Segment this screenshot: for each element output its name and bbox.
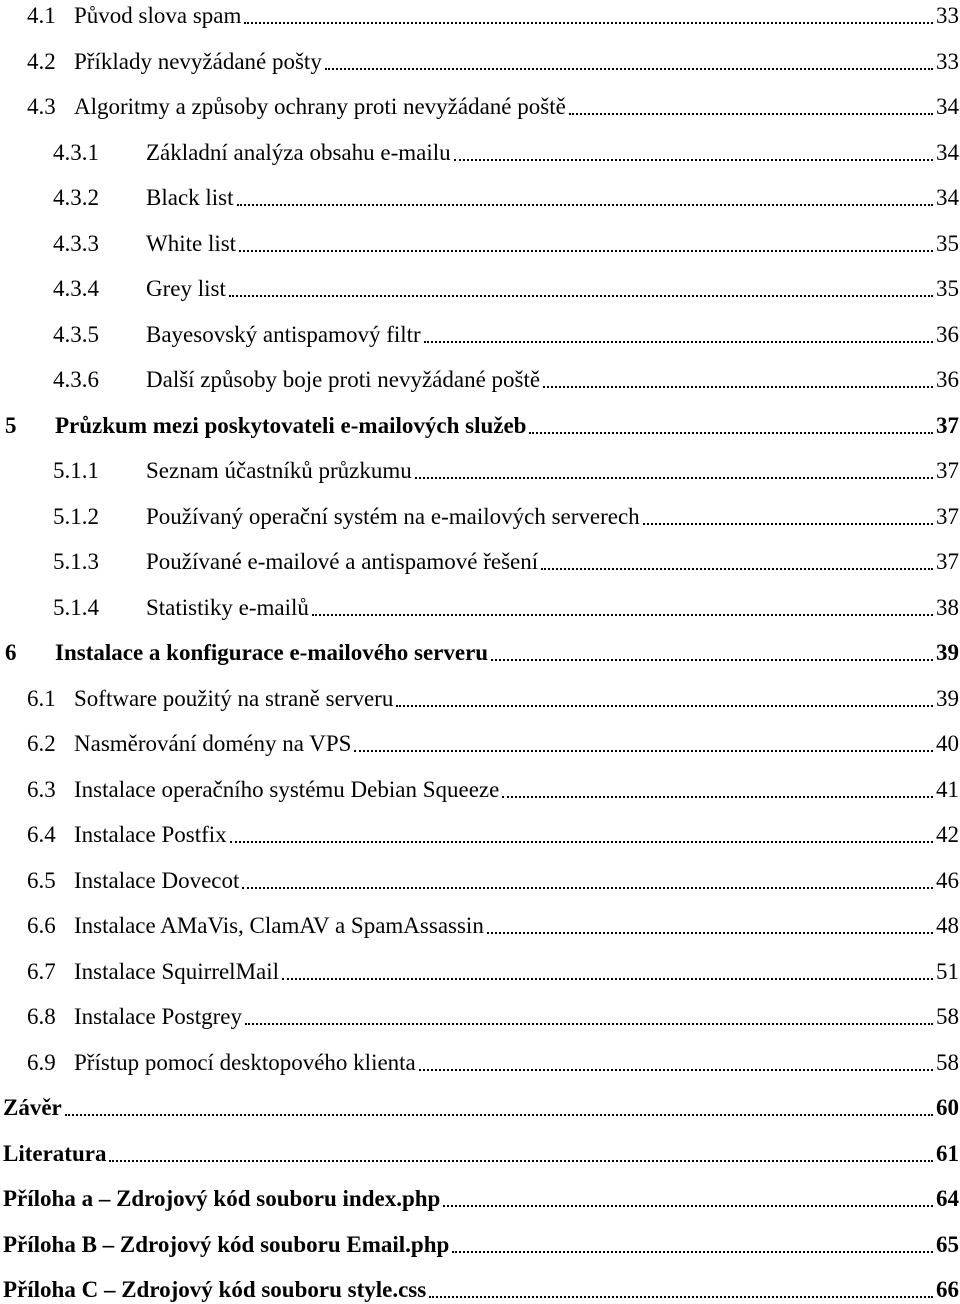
- toc-entry-title: Instalace operačního systému Debian Squeeze: [74, 776, 500, 802]
- toc-entry[interactable]: [53, 176, 959, 212]
- toc-entry[interactable]: [27, 950, 959, 986]
- toc-entry[interactable]: [27, 40, 959, 76]
- toc-entry[interactable]: [27, 722, 959, 758]
- toc-entry-number: 6.1: [27, 685, 56, 711]
- dot-leader: [65, 1114, 933, 1116]
- dot-leader: [452, 1251, 933, 1253]
- toc-entry-title: Instalace Dovecot: [74, 867, 240, 893]
- toc-entry-page-number: 36: [936, 321, 959, 347]
- toc-entry-page-number: 58: [936, 1004, 959, 1029]
- toc-entry-title: Seznam účastníků průzkumu: [146, 458, 412, 483]
- toc-entry[interactable]: [27, 904, 959, 940]
- dot-leader: [429, 1296, 933, 1298]
- toc-entry-number: 4.1: [27, 3, 56, 28]
- toc-entry-title: Příloha B – Zdrojový kód souboru Email.php: [3, 1231, 450, 1257]
- toc-entry-number: 4.3.4: [53, 276, 99, 301]
- toc-entry[interactable]: [53, 449, 959, 485]
- toc-entry-title: Příklady nevyžádané pošty: [74, 48, 322, 74]
- toc-entry-title: Přístup pomocí desktopového klienta: [74, 1049, 416, 1075]
- toc-entry-page-number: 33: [936, 48, 959, 74]
- toc-entry-title: Grey list: [146, 276, 226, 301]
- toc-entry-page-number: 40: [936, 731, 959, 756]
- toc-entry[interactable]: [53, 222, 959, 258]
- toc-entry-page-number: 33: [936, 3, 959, 28]
- toc-entry[interactable]: [3, 1132, 959, 1168]
- toc-entry-number: 4.3: [27, 94, 56, 119]
- toc-entry-number: 4.3.1: [53, 139, 99, 165]
- toc-entry[interactable]: [53, 267, 959, 303]
- toc-entry-title: Původ slova spam: [74, 3, 242, 28]
- toc-entry-number: 6.8: [27, 1004, 56, 1029]
- dot-leader: [396, 705, 933, 707]
- dot-leader: [415, 477, 933, 479]
- toc-entry-page-number: 60: [936, 1095, 959, 1120]
- toc-entry[interactable]: [53, 495, 959, 531]
- toc-entry-number: 4.3.2: [53, 185, 99, 210]
- dot-leader: [245, 1023, 933, 1025]
- toc-entry-title: Základní analýza obsahu e-mailu: [146, 139, 451, 165]
- toc-entry-title: Instalace a konfigurace e-mailového serveru: [55, 640, 489, 665]
- toc-entry-page-number: 37: [936, 503, 959, 529]
- dot-leader: [312, 614, 933, 616]
- toc-entry-page-number: 37: [936, 458, 959, 483]
- toc-entry-title: Další způsoby boje proti nevyžádané poště: [146, 367, 541, 392]
- toc-entry[interactable]: [5, 404, 959, 440]
- dot-leader: [487, 932, 933, 934]
- toc-entry-number: 4.3.6: [53, 367, 99, 392]
- dot-leader: [230, 841, 933, 843]
- toc-entry[interactable]: [53, 313, 959, 349]
- toc-entry-number: 6.9: [27, 1049, 56, 1075]
- toc-entry-number: 6.4: [27, 822, 56, 847]
- dot-leader: [419, 1069, 933, 1071]
- toc-entry-title: Literatura: [3, 1140, 107, 1166]
- toc-entry[interactable]: [27, 768, 959, 804]
- toc-entry-page-number: 39: [936, 685, 959, 711]
- toc-entry-title: Statistiky e-mailů: [146, 594, 309, 620]
- toc-entry-number: 6: [5, 640, 17, 665]
- toc-entry-title: Instalace AMaVis, ClamAV a SpamAssassin: [74, 913, 484, 938]
- toc-entry-page-number: 58: [936, 1049, 959, 1075]
- toc-entry-number: 6.3: [27, 776, 56, 802]
- dot-leader: [491, 659, 933, 661]
- toc-entry-page-number: 39: [936, 640, 959, 665]
- toc-entry-page-number: 34: [936, 94, 959, 119]
- toc-entry-title: Příloha C – Zdrojový kód souboru style.css: [3, 1277, 427, 1302]
- toc-entry[interactable]: [27, 859, 959, 895]
- toc-entry-number: 5.1.3: [53, 549, 99, 574]
- toc-entry[interactable]: [27, 995, 959, 1031]
- toc-entry-title: Nasměrování domény na VPS: [74, 731, 352, 756]
- toc-entry-page-number: 36: [936, 367, 959, 392]
- toc-entry-title: Software použitý na straně serveru: [74, 685, 394, 711]
- toc-entry-page-number: 41: [936, 776, 959, 802]
- toc-entry-number: 5: [5, 412, 17, 438]
- dot-leader: [239, 250, 933, 252]
- toc-entry-number: 4.2: [27, 48, 56, 74]
- toc-entry-page-number: 38: [936, 594, 959, 620]
- toc-entry-title: Příloha a – Zdrojový kód souboru index.php: [3, 1186, 441, 1211]
- toc-entry[interactable]: [27, 813, 959, 849]
- toc-entry-title: Používaný operační systém na e-mailových serverech: [146, 503, 640, 529]
- toc-entry[interactable]: [3, 1268, 959, 1304]
- dot-leader: [237, 204, 933, 206]
- toc-entry-page-number: 51: [936, 958, 959, 984]
- toc-entry-page-number: 42: [936, 822, 959, 847]
- dot-leader: [541, 568, 933, 570]
- dot-leader: [424, 341, 933, 343]
- toc-entry-page-number: 37: [936, 412, 959, 438]
- toc-entry-page-number: 48: [936, 913, 959, 938]
- toc-entry-page-number: 66: [936, 1277, 959, 1302]
- toc-entry-title: Black list: [146, 185, 234, 210]
- dot-leader: [543, 386, 933, 388]
- toc-entry-number: 6.6: [27, 913, 56, 938]
- toc-entry-page-number: 34: [936, 139, 959, 165]
- toc-entry-title: Závěr: [3, 1095, 62, 1120]
- dot-leader: [502, 796, 933, 798]
- toc-entry-number: 6.5: [27, 867, 56, 893]
- dot-leader: [229, 295, 933, 297]
- toc-entry-title: Průzkum mezi poskytovateli e-mailových služeb: [55, 412, 527, 438]
- toc-entry-number: 4.3.5: [53, 321, 99, 347]
- toc-entry-number: 5.1.4: [53, 594, 99, 620]
- toc-entry[interactable]: [3, 1177, 959, 1213]
- dot-leader: [529, 432, 933, 434]
- toc-entry[interactable]: [53, 540, 959, 576]
- toc-entry-title: Algoritmy a způsoby ochrany proti nevyžádané poště: [74, 94, 566, 119]
- toc-entry[interactable]: [27, 1041, 959, 1077]
- toc-entry[interactable]: [53, 358, 959, 394]
- toc-entry-page-number: 34: [936, 185, 959, 210]
- toc-entry-page-number: 65: [936, 1231, 959, 1257]
- toc-entry[interactable]: [3, 1223, 959, 1259]
- toc-entry[interactable]: [27, 677, 959, 713]
- dot-leader: [325, 68, 933, 70]
- dot-leader: [354, 750, 933, 752]
- dot-leader: [569, 113, 933, 115]
- toc-entry-title: Používané e-mailové a antispamové řešení: [146, 549, 539, 574]
- dot-leader: [643, 523, 933, 525]
- toc-entry-page-number: 46: [936, 867, 959, 893]
- toc-entry-title: Bayesovský antispamový filtr: [146, 321, 421, 347]
- dot-leader: [282, 978, 933, 980]
- toc-entry-page-number: 35: [936, 230, 959, 256]
- toc-entry-page-number: 64: [936, 1186, 959, 1211]
- toc-entry[interactable]: [27, 85, 959, 121]
- toc-entry-title: Instalace SquirrelMail: [74, 958, 280, 984]
- dot-leader: [454, 159, 933, 161]
- toc-entry-page-number: 35: [936, 276, 959, 301]
- toc-entry-number: 4.3.3: [53, 230, 99, 256]
- toc-entry-title: Instalace Postgrey: [74, 1004, 242, 1029]
- toc-entry-number: 6.7: [27, 958, 56, 984]
- toc-entry[interactable]: [27, 0, 959, 30]
- toc-entry[interactable]: [53, 131, 959, 167]
- toc-entry-number: 5.1.1: [53, 458, 99, 483]
- toc-entry-number: 6.2: [27, 731, 56, 756]
- dot-leader: [109, 1160, 933, 1162]
- dot-leader: [244, 22, 933, 24]
- toc-entry-number: 5.1.2: [53, 503, 99, 529]
- toc-entry-title: Instalace Postfix: [74, 822, 227, 847]
- toc-entry-page-number: 37: [936, 549, 959, 574]
- toc-entry[interactable]: [53, 586, 959, 622]
- dot-leader: [443, 1205, 933, 1207]
- dot-leader: [242, 887, 933, 889]
- toc-entry[interactable]: [3, 1086, 959, 1122]
- toc-entry-page-number: 61: [936, 1140, 959, 1166]
- toc-entry[interactable]: [5, 631, 959, 667]
- toc-entry-title: White list: [146, 230, 237, 256]
